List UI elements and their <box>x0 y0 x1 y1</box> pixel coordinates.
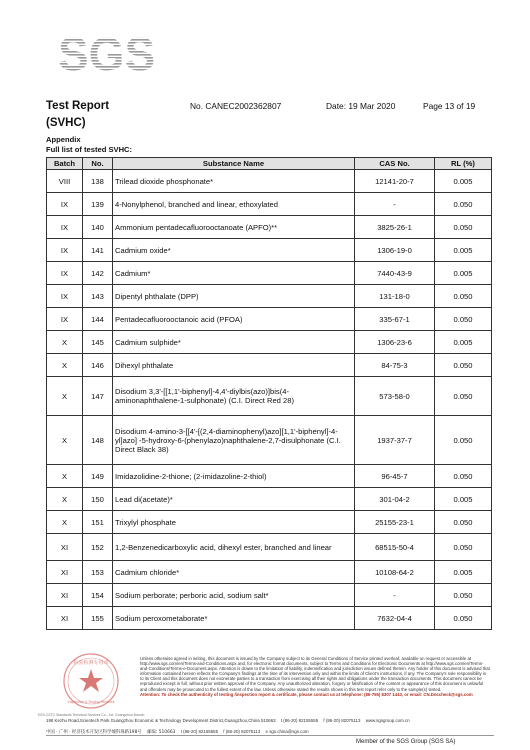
svhc-table <box>46 157 492 630</box>
cell-substance: Pentadecafluorooctanoic acid (PFOA) <box>113 308 355 331</box>
cell-batch: X <box>47 488 83 511</box>
email-link[interactable]: e sgs.china@sgs.com <box>265 729 309 734</box>
cell-cas: 573-58-0 <box>355 377 435 416</box>
svg-text:SGS: SGS <box>58 28 156 80</box>
cell-rl: 0.050 <box>435 607 492 630</box>
report-number: No. CANEC2002362807 <box>190 101 282 111</box>
report-title-line2: (SVHC) <box>46 117 86 129</box>
cell-substance: Imidazolidine-2-thione; (2-imidazoline-2-thiol) <box>113 465 355 488</box>
address-line-en <box>46 718 494 723</box>
header-batch: Batch <box>47 158 83 170</box>
cell-batch: X <box>47 511 83 534</box>
cell-batch: X <box>47 416 83 465</box>
cell-cas: 84-75-3 <box>355 354 435 377</box>
table-row <box>47 511 492 534</box>
cell-substance: Trixylyl phosphate <box>113 511 355 534</box>
svg-text:检验检测专用章: 检验检测专用章 <box>73 660 109 666</box>
cell-no: 153 <box>83 561 113 584</box>
cell-cas: 301-04-2 <box>355 488 435 511</box>
svg-text:SGS-CSTC Standards Technical S: SGS-CSTC Standards Technical Services Co., Ltd. Guangzhou Branch <box>37 713 145 717</box>
cell-substance: Cadmium chloride* <box>113 561 355 584</box>
table-row <box>47 331 492 354</box>
cell-cas: 1306-23-6 <box>355 331 435 354</box>
cell-cas: 335-67-1 <box>355 308 435 331</box>
header-substance: Substance Name <box>113 158 355 170</box>
member-note: Member of the SGS Group (SGS SA) <box>356 739 456 745</box>
cell-rl: 0.050 <box>435 465 492 488</box>
postcode: 邮编: 510663 <box>147 730 176 735</box>
cell-no: 155 <box>83 607 113 630</box>
cell-batch: VIII <box>47 170 83 193</box>
cell-batch: X <box>47 331 83 354</box>
cell-batch: IX <box>47 216 83 239</box>
cell-rl: 0.050 <box>435 193 492 216</box>
cell-substance: Sodium perborate; perboric acid, sodium salt* <box>113 584 355 607</box>
cell-cas: - <box>355 193 435 216</box>
cell-rl: 0.050 <box>435 216 492 239</box>
appendix-heading <box>46 135 132 155</box>
cell-cas: 96-45-7 <box>355 465 435 488</box>
cell-rl: 0.050 <box>435 584 492 607</box>
address-cn: 中国 · 广州 · 经济技术开发区科学城科珠路198号 <box>46 730 142 735</box>
report-date: Date: 19 Mar 2020 <box>326 101 396 111</box>
cell-rl: 0.050 <box>435 416 492 465</box>
table-row <box>47 308 492 331</box>
cell-rl: 0.050 <box>435 534 492 561</box>
cell-no: 150 <box>83 488 113 511</box>
report-title-line1: Test Report <box>46 100 110 112</box>
appendix-label: Appendix <box>46 135 81 144</box>
cell-cas: - <box>355 584 435 607</box>
cell-no: 139 <box>83 193 113 216</box>
cell-rl: 0.005 <box>435 331 492 354</box>
cell-rl: 0.005 <box>435 170 492 193</box>
cell-batch: IX <box>47 262 83 285</box>
cell-no: 143 <box>83 285 113 308</box>
authenticity-attention: Attention: To check the authenticity of testing /inspection report & certificate, please contact us at telephone: (86-755) 8307 1443, or email: CN.Doccheck@sgs.com <box>140 691 473 697</box>
header-no: No. <box>83 158 113 170</box>
cell-no: 142 <box>83 262 113 285</box>
company-seal <box>37 648 145 718</box>
cell-batch: XI <box>47 607 83 630</box>
cell-cas: 131-18-0 <box>355 285 435 308</box>
table-row <box>47 193 492 216</box>
cell-substance: Cadmium sulphide* <box>113 331 355 354</box>
table-row <box>47 239 492 262</box>
cell-substance: Sodium peroxometaborate* <box>113 607 355 630</box>
cell-substance: 4-Nonylphenol, branched and linear, ethoxylated <box>113 193 355 216</box>
cell-no: 148 <box>83 416 113 465</box>
table-row <box>47 416 492 465</box>
cell-no: 149 <box>83 465 113 488</box>
table-row <box>47 354 492 377</box>
report-title <box>46 98 109 132</box>
disclaimer-text: Unless otherwise agreed in writing, this document is issued by the Company subject to its General Conditions of Service printed overleaf, available on request or accessible at http://www.sgs.com/en/Terms-and-Conditions.aspx and, for electronic format documents, subject to Terms and Conditions for Electronic Documents at http://www.sgs.com/en/Terms-and-Conditions/Terms-e-Document.aspx. Attention is drawn to the limitation of liability, indemnification and jurisdiction issues defined therein. Any holder of this document is advised that information contained hereon reflects the Company's findings at the time of its intervention only and within the limits of Client's instructions, if any. The Company's sole responsibility is to its Client and this document does not exonerate parties to a transaction from exercising all their rights and obligations under the transaction documents. This document cannot be reproduced except in full, without prior written approval of the Company. Any unauthorized alteration, forgery or falsification of the content or appearance of this document is unlawful and offenders may be prosecuted to the fullest extent of the law. Unless otherwise stated the results shown in this test report refer only to the sample(s) tested. <box>140 656 490 692</box>
cell-rl: 0.050 <box>435 285 492 308</box>
cell-substance: Cadmium* <box>113 262 355 285</box>
cell-cas: 7440-43-9 <box>355 262 435 285</box>
cell-batch: IX <box>47 193 83 216</box>
cell-substance: Dihexyl phthalate <box>113 354 355 377</box>
disclaimer <box>140 656 490 697</box>
table-row <box>47 377 492 416</box>
table-row <box>47 216 492 239</box>
cell-substance: Disodium 4-amino-3-[[4'-[(2,4-diaminophenyl)azo][1,1'-biphenyl]-4-yl]azo] -5-hydroxy-6-(phenylazo)naphthalene-2,7-disulphonate (C.I. Direct Black 38) <box>113 416 355 465</box>
appendix-subtitle: Full list of tested SVHC: <box>46 145 133 154</box>
cell-substance: Disodium 3,3'-[[1,1'-biphenyl]-4,4'-diylbis(azo)]bis(4-aminonaphthalene-1-sulphonate) (C.I. Direct Red 28) <box>113 377 355 416</box>
cell-no: 140 <box>83 216 113 239</box>
cell-cas: 68515-50-4 <box>355 534 435 561</box>
cell-batch: XI <box>47 534 83 561</box>
cell-substance: Ammonium pentadecafluorooctanoate (APFO)** <box>113 216 355 239</box>
fax: f (86-20) 82075113 <box>323 718 361 723</box>
cell-rl: 0.005 <box>435 262 492 285</box>
fax-cn: f (86-20) 82075113 <box>223 729 261 734</box>
cell-rl: 0.050 <box>435 377 492 416</box>
table-row <box>47 561 492 584</box>
cell-batch: XI <box>47 561 83 584</box>
cell-batch: XI <box>47 584 83 607</box>
cell-no: 146 <box>83 354 113 377</box>
cell-rl: 0.050 <box>435 308 492 331</box>
cell-no: 152 <box>83 534 113 561</box>
cell-batch: IX <box>47 285 83 308</box>
phone-cn: t (86-20) 82155555 <box>180 729 219 734</box>
phone: t (86-20) 82155555 <box>280 718 319 723</box>
cell-substance: Cadmium oxide* <box>113 239 355 262</box>
cell-cas: 12141-20-7 <box>355 170 435 193</box>
cell-cas: 1306-19-0 <box>355 239 435 262</box>
cell-rl: 0.005 <box>435 239 492 262</box>
svg-text:Inspection & Testing Services: Inspection & Testing Services <box>67 700 115 704</box>
cell-batch: IX <box>47 239 83 262</box>
footer-divider <box>46 735 494 736</box>
cell-batch: X <box>47 465 83 488</box>
sgs-logo <box>58 28 156 80</box>
cell-no: 144 <box>83 308 113 331</box>
cell-cas: 25155-23-1 <box>355 511 435 534</box>
cell-no: 138 <box>83 170 113 193</box>
table-body <box>47 170 492 630</box>
cell-rl: 0.005 <box>435 561 492 584</box>
website-link[interactable]: www.sgsgroup.com.cn <box>365 718 410 723</box>
cell-batch: X <box>47 354 83 377</box>
cell-rl: 0.050 <box>435 354 492 377</box>
table-row <box>47 488 492 511</box>
cell-cas: 3825-26-1 <box>355 216 435 239</box>
cell-substance: Trilead dioxide phosphonate* <box>113 170 355 193</box>
table-row <box>47 465 492 488</box>
cell-cas: 7632-04-4 <box>355 607 435 630</box>
cell-substance: Dipentyl phthalate (DPP) <box>113 285 355 308</box>
table-row <box>47 584 492 607</box>
cell-batch: X <box>47 377 83 416</box>
cell-substance: Lead di(acetate)* <box>113 488 355 511</box>
table-row <box>47 607 492 630</box>
cell-batch: IX <box>47 308 83 331</box>
table-row <box>47 534 492 561</box>
cell-rl: 0.005 <box>435 488 492 511</box>
cell-no: 154 <box>83 584 113 607</box>
cell-no: 145 <box>83 331 113 354</box>
table-row <box>47 285 492 308</box>
cell-cas: 1937-37-7 <box>355 416 435 465</box>
header-cas: CAS No. <box>355 158 435 170</box>
cell-rl: 0.050 <box>435 511 492 534</box>
header-rl: RL (%) <box>435 158 492 170</box>
cell-cas: 10108-64-2 <box>355 561 435 584</box>
cell-no: 151 <box>83 511 113 534</box>
table-header-row <box>47 158 492 170</box>
address-en: 198 Kezhu Road,Scientech Park Guangzhou Economic & Technology Development District,Guangzhou,China 510663 <box>46 718 276 723</box>
page-number: Page 13 of 19 <box>423 101 476 111</box>
table-row <box>47 262 492 285</box>
cell-no: 141 <box>83 239 113 262</box>
cell-substance: 1,2-Benzenedicarboxylic acid, dihexyl ester, branched and linear <box>113 534 355 561</box>
table-row <box>47 170 492 193</box>
cell-no: 147 <box>83 377 113 416</box>
